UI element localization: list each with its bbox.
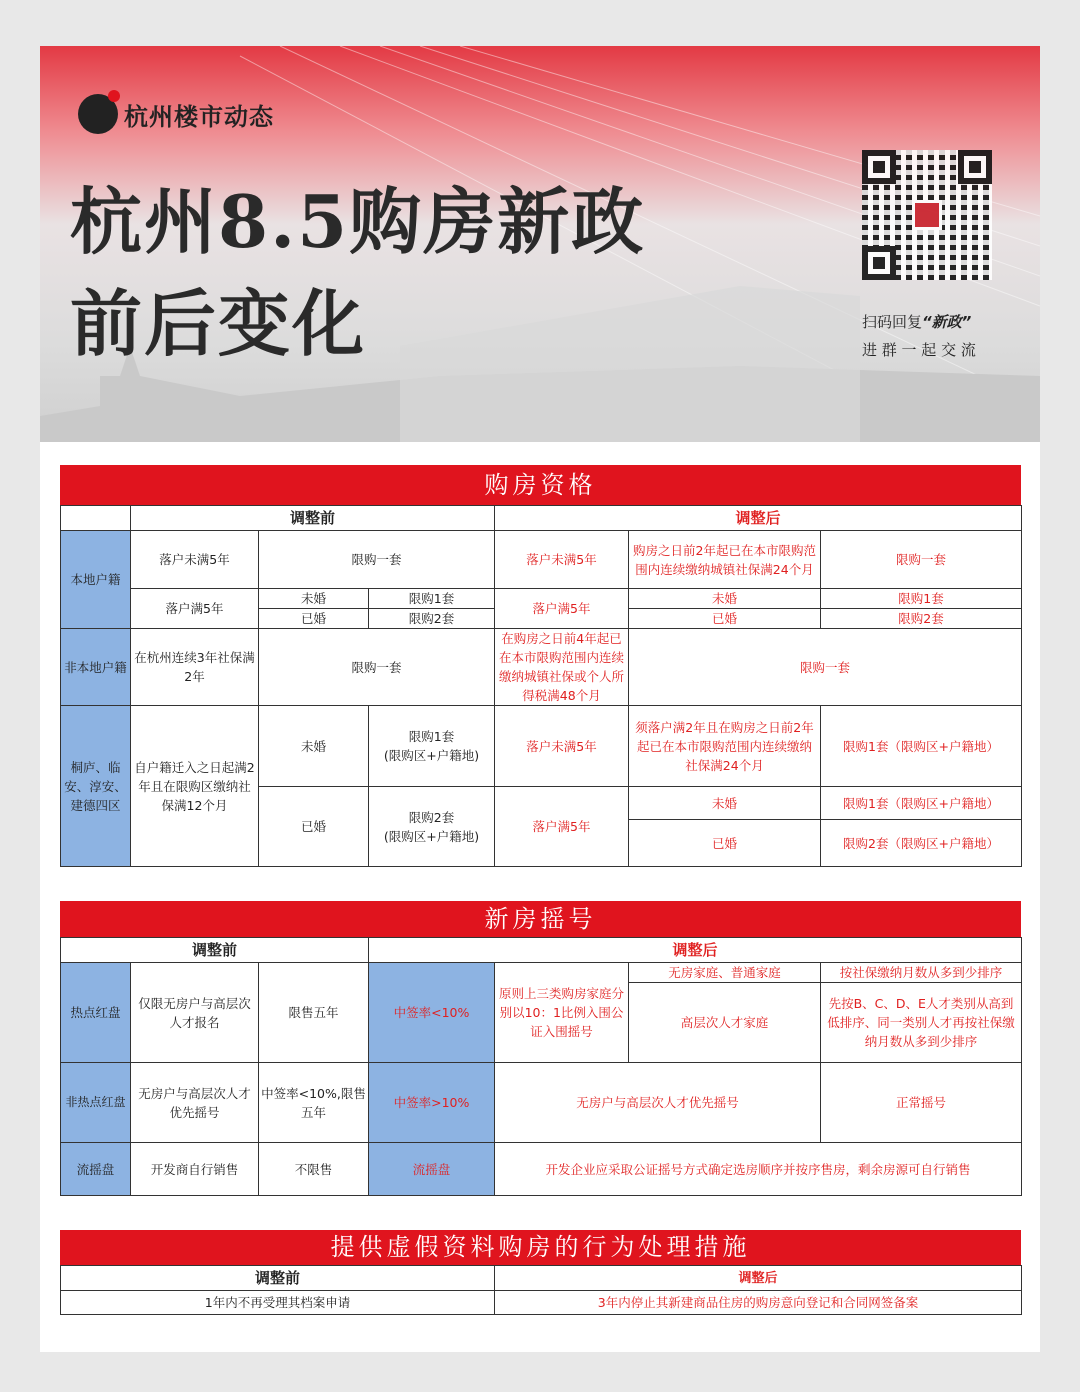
cell: 限购1套 (限购区+户籍地) — [369, 706, 495, 787]
cell: 限购一套 — [629, 629, 1022, 706]
before-header: 调整前 — [61, 938, 369, 963]
cell: 限购1套 — [369, 589, 495, 609]
cell: 限售五年 — [259, 963, 369, 1063]
section-title-lottery: 新房摇号 — [60, 901, 1021, 937]
cell: 未婚 — [259, 589, 369, 609]
blank-cell — [61, 506, 131, 531]
cell: 1年内不再受理其档案申请 — [61, 1291, 495, 1315]
cell: 3年内停止其新建商品住房的购房意向登记和合同网签备案 — [495, 1291, 1022, 1315]
cell: 开发商自行销售 — [131, 1143, 259, 1196]
cell: 落户未满5年 — [131, 531, 259, 589]
cell: 在购房之日前4年起已在本市限购范围内连续缴纳城镇社保或个人所得税满48个月 — [495, 629, 629, 706]
scan-keyword: “新政” — [922, 313, 972, 331]
page-title: 杭州8.5购房新政 — [70, 179, 646, 264]
cell: 限购一套 — [821, 531, 1022, 589]
cell: 无房家庭、普通家庭 — [629, 963, 821, 983]
cell: 落户满5年 — [495, 787, 629, 867]
cell: 仅限无房户与高层次人才报名 — [131, 963, 259, 1063]
scan-prefix: 扫码回复 — [862, 313, 923, 331]
cell: 落户满5年 — [131, 589, 259, 629]
row-label-local: 本地户籍 — [61, 531, 131, 629]
cell: 按社保缴纳月数从多到少排序 — [821, 963, 1022, 983]
cell: 已婚 — [629, 820, 821, 867]
cell: 已婚 — [259, 609, 369, 629]
after-header: 调整后 — [495, 1266, 1022, 1291]
cell: 在杭州连续3年社保满2年 — [131, 629, 259, 706]
section-title-fraud: 提供虚假资料购房的行为处理措施 — [60, 1230, 1021, 1265]
scan-line2: 进 群 一 起 交 流 — [862, 341, 976, 359]
row-label-unsold: 流摇盘 — [61, 1143, 131, 1196]
section-title-qualification: 购房资格 — [60, 465, 1021, 505]
cell: 已婚 — [259, 787, 369, 867]
cell: 开发企业应采取公证摇号方式确定选房顺序并按序售房，剩余房源可自行销售 — [495, 1143, 1022, 1196]
cell: 落户满5年 — [495, 589, 629, 629]
cell: 限购一套 — [259, 629, 495, 706]
cell: 落户未满5年 — [495, 706, 629, 787]
cell: 限购2套（限购区+户籍地） — [821, 820, 1022, 867]
qualification-table — [60, 505, 1022, 867]
row-label-districts: 桐庐、临安、淳安、建德四区 — [61, 706, 131, 867]
cell: 购房之日前2年起已在本市限购范围内连续缴纳城镇社保满24个月 — [629, 531, 821, 589]
cell: 限购一套 — [259, 531, 495, 589]
cell: 原则上三类购房家庭分别以10：1比例入围公证入围摇号 — [495, 963, 629, 1063]
cell: 已婚 — [629, 609, 821, 629]
row-label-hot: 热点红盘 — [61, 963, 131, 1063]
after-header: 调整后 — [369, 938, 1022, 963]
before-header: 调整前 — [131, 506, 495, 531]
scan-instructions — [862, 308, 976, 364]
page-subtitle: 前后变化 — [70, 281, 367, 366]
cell: 中签率<10% — [369, 963, 495, 1063]
cell: 高层次人才家庭 — [629, 983, 821, 1063]
cell: 限购1套（限购区+户籍地） — [821, 787, 1022, 820]
cell: 未婚 — [259, 706, 369, 787]
logo — [78, 94, 274, 134]
before-header: 调整前 — [61, 1266, 495, 1291]
cell: 限购2套 (限购区+户籍地) — [369, 787, 495, 867]
cell: 无房户与高层次人才优先摇号 — [131, 1063, 259, 1143]
cell: 中签率<10%,限售五年 — [259, 1063, 369, 1143]
logo-text: 杭州楼市动态 — [124, 102, 274, 131]
cell: 须落户满2年且在购房之日前2年起已在本市限购范围内连续缴纳社保满24个月 — [629, 706, 821, 787]
cell: 无房户与高层次人才优先摇号 — [495, 1063, 821, 1143]
cell: 中签率>10% — [369, 1063, 495, 1143]
cell: 不限售 — [259, 1143, 369, 1196]
cell: 限购1套（限购区+户籍地） — [821, 706, 1022, 787]
logo-icon — [78, 94, 118, 134]
after-header: 调整后 — [495, 506, 1022, 531]
cell: 限购2套 — [821, 609, 1022, 629]
row-label-nonhot: 非热点红盘 — [61, 1063, 131, 1143]
cell: 落户未满5年 — [495, 531, 629, 589]
cell: 流摇盘 — [369, 1143, 495, 1196]
cell: 未婚 — [629, 787, 821, 820]
cell: 限购1套 — [821, 589, 1022, 609]
cell: 自户籍迁入之日起满2年且在限购区缴纳社保满12个月 — [131, 706, 259, 867]
cell: 未婚 — [629, 589, 821, 609]
fraud-table — [60, 1265, 1022, 1315]
row-label-nonlocal: 非本地户籍 — [61, 629, 131, 706]
cell: 正常摇号 — [821, 1063, 1022, 1143]
lottery-table — [60, 937, 1022, 1196]
cell: 先按B、C、D、E人才类别从高到低排序、同一类别人才再按社保缴纳月数从多到少排序 — [821, 983, 1022, 1063]
qr-code[interactable] — [862, 150, 992, 280]
cell: 限购2套 — [369, 609, 495, 629]
qr-logo-icon — [912, 200, 942, 230]
